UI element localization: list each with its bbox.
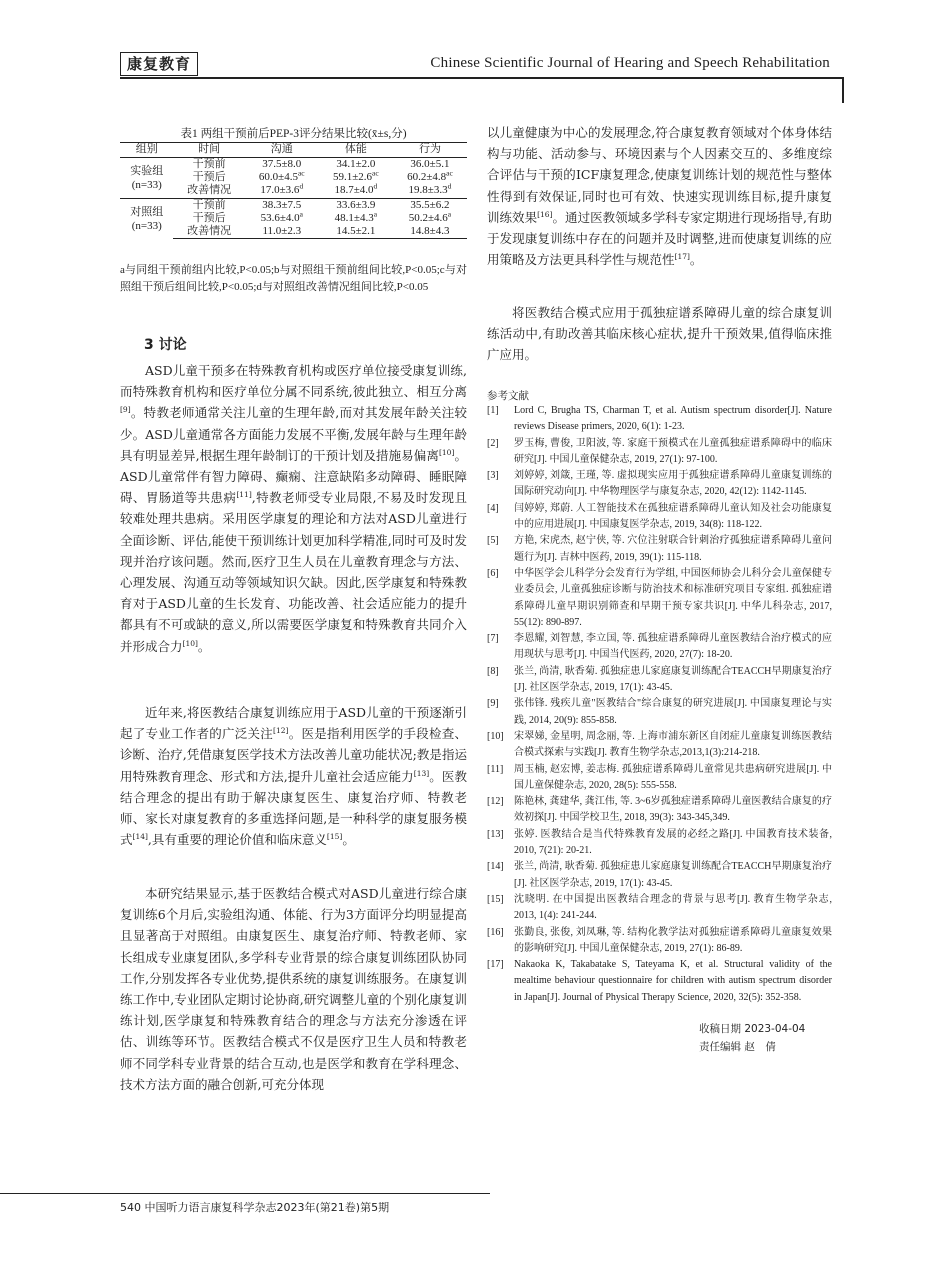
reference-text: 张兰, 尚清, 耿香菊. 孤独症患儿家庭康复训练配合TEACCH早期康复治疗[J]. 社区医学杂志, 2019, 17(1): 43-45. [514,665,832,694]
significance-mark: ac [297,168,305,178]
significance-mark: d [447,181,452,191]
score-value: 14.8±4.3 [410,225,450,238]
score-cell [245,181,319,198]
reference-item [487,957,832,1006]
reference-number: [15] [487,893,504,905]
score-cell [393,181,467,198]
reference-number: [2] [487,437,499,449]
group-n: (n=33) [131,178,162,191]
reference-text: 李恩耀, 刘智慧, 李立国, 等. 孤独症谱系障碍儿童医教结合治疗模式的应用现状与思考[J]. 中国当代医药, 2020, 27(7): 18-20. [514,633,832,661]
col-header: 行为 [393,143,467,158]
reference-number: [6] [487,567,499,579]
discussion-paragraph-4: 以儿童健康为中心的发展理念,符合康复教育领域对个体身体结构与功能、活动参与、环境因素与个人因素交互的、多维度综合评估与干预的ICF康复理念,使康复训练计划的规范性与整体性得到有效保证,同时也可有效、快速实现训练目标,提升康复训练效果[16]。通过医教领域多学科专家定期进行现场指导,有助于发现康复训练中存在的问题并及时调整,进而使康复训练的应用策略及方法更具科学性与规范性[17]。 [487,125,832,268]
references-title: 参考文献 [487,390,529,402]
reference-number: [11] [487,763,504,775]
time-cell: 干预后 [192,211,226,224]
reference-item [487,794,832,827]
responsible-editor: 责任编辑 赵 倩 [699,1041,776,1053]
conclusion-paragraph: 将医教结合模式应用于孤独症谱系障碍儿童的综合康复训练活动中,有助改善其临床核心症状,提升干预效果,值得临床推广应用。 [487,305,832,363]
table-row [120,158,467,172]
reference-number: [16] [487,926,504,938]
reference-text: 张勤良, 张俊, 刘凤琳, 等. 结构化教学法对孤独症谱系障碍儿童康复效果的影响研究[J]. 中国儿童保健杂志, 2019, 27(1): 86-89. [514,926,832,954]
score-cell [319,158,393,172]
score-value: 34.1±2.0 [336,158,376,170]
reference-text: 宋翠娣, 金星明, 周念丽, 等. 上海市浦东新区自闭症儿童康复训练医教结合模式探索与实践[J]. 教育生物学杂志,2013,1(3):214-218. [514,730,832,759]
score-value: 60.0±4.5 [258,171,298,184]
header-rule [120,77,842,79]
score-cell [319,181,393,198]
footer-rule [0,1193,490,1194]
reference-item [487,566,832,631]
col-header: 沟通 [245,143,319,158]
score-value: 33.6±3.9 [336,198,376,211]
reference-text: 闫婷婷, 郑蔚. 人工智能技术在孤独症谱系障碍儿童认知及社会功能康复中的应用进展[J]. 中国康复医学杂志, 2019, 34(8): 118-122. [514,502,832,531]
header-rule-vertical [842,77,844,103]
received-info [699,1020,805,1056]
reference-item [487,533,832,566]
reference-item [487,664,832,697]
score-value: 38.3±7.5 [262,198,302,211]
reference-number: [12] [487,796,504,808]
score-cell [393,168,467,184]
table-header-row [120,143,467,158]
table-title: 表1 两组干预前后PEP-3评分结果比较(x̄±s,分) [180,128,407,140]
reference-item [487,892,832,925]
reference-item [487,631,832,664]
references-list [487,403,832,1006]
reference-item [487,403,832,436]
reference-text: 陈艳林, 龚建华, 龚江伟, 等. 3~6岁孤独症谱系障碍儿童医教结合康复的疗效初探[J]. 中国学校卫生, 2018, 39(3): 343-345,349. [514,796,832,824]
reference-text: 沈晓明. 在中国提出医教结合理念的背景与思考[J]. 教育生物学杂志, 2013, 1(4): 241-244. [514,893,832,922]
group-cell [120,198,173,239]
discussion-paragraph-3: 本研究结果显示,基于医教结合模式对ASD儿童进行综合康复训练6个月后,实验组沟通、体能、行为3方面评分均明显提高且显著高于对照组。由康复医生、康复治疗师、特教老师、家长组成专业康复团队,多学科专业背景的综合康复训练团队协同工作,分别发挥各专业优势,提供系统的康复训练服务。在康复训练工作中,专业团队定期讨论协商,研究调整儿童的个别化康复训练计划,医学康复和特殊教育结合的理念与方法充分渗透在评估、训练等环节。医教结合模式不仅是医疗卫生人员和特教老师不同学科专业背景的结合互动,也是医学和教育在学科理念、技术方法方面的融合创新,可充分体现 [120,886,467,1092]
reference-item [487,925,832,958]
discussion-paragraph-2: 近年来,将医教结合康复训练应用于ASD儿童的干预逐渐引起了专业工作者的广泛关注[12]。医是指利用医学的手段检查、诊断、治疗,凭借康复医学技术方法改善儿童功能状况;教是指运用特殊教育理念、形式和方法,提升儿童社会适应能力[13]。医教结合理念的提出有助于解决康复医生、康复治疗师、特教老师、家长对康复教育的多重选择问题,是一种科学的康复服务模式[14],具有重要的理论价值和临床意义[15]。 [120,705,467,848]
reference-item [487,696,832,729]
table-body [120,158,467,239]
significance-mark: a [373,209,378,219]
reference-text: 周玉楠, 赵宏博, 姜志梅. 孤独症谱系障碍儿童常见共患病研究进展[J]. 中国儿童保健杂志, 2020, 28(5): 555-558. [514,763,832,791]
group-n: (n=33) [131,219,162,232]
time-cell: 干预后 [192,171,226,184]
section-title: 3 讨论 [144,337,187,353]
reference-number: [17] [487,959,504,971]
reference-text: 中华医学会儿科学分会发育行为学组, 中国医师协会儿科分会儿童保健专业委员会, 儿童孤独症诊断与防治技术和标准研究项目专家组. 孤独症谱系障碍儿童早期识别筛查和早期干预专家共识[J]. 中华儿科杂志, 2017, 55(12): 890-897. [514,567,832,628]
reference-text: 刘婷婷, 刘箴, 王瑾, 等. 虚拟现实应用于孤独症谱系障碍儿童康复训练的国际研究动向[J]. 中华物理医学与康复杂志, 2020, 42(12): 1142-1145. [514,470,832,498]
significance-mark: d [299,181,304,191]
score-value: 36.0±5.1 [410,158,450,170]
significance-mark: ac [446,168,453,178]
reference-text: Nakaoka K, Takabatake S, Tateyama K, et al. Structural validity of the mealtime behaviour questionnaire for children with autism spectrum disorder in Japan[J]. Journal of Physical Therapy Science, 2020, 32(5): 352-358. [514,959,832,1003]
score-value: 17.0±3.6 [260,184,300,197]
score-value: 53.6±4.0 [260,211,300,224]
group-cell [120,158,173,199]
score-value: 48.1±4.3 [334,211,374,224]
reference-item [487,827,832,860]
score-value: 37.5±8.0 [262,158,302,170]
score-value: 11.0±2.3 [262,225,302,238]
reference-text: 张兰, 尚清, 耿香菊. 孤独症患儿家庭康复训练配合TEACCH早期康复治疗[J]. 社区医学杂志, 2019, 17(1): 43-45. [514,861,832,889]
reference-number: [14] [487,861,504,873]
col-header: 时间 [173,143,244,158]
pep3-table [120,142,467,239]
reference-number: [8] [487,665,499,677]
score-cell [319,198,393,212]
group-name: 实验组 [130,164,164,177]
score-value: 18.7±4.0 [334,184,374,197]
col-header: 体能 [319,143,393,158]
reference-item [487,762,832,795]
significance-mark: d [373,181,378,191]
significance-mark: ac [372,168,379,178]
reference-text: 张伟锋. 残疾儿童"医教结合"综合康复的研究进展[J]. 中国康复理论与实践, 2014, 20(9): 855-858. [514,698,832,726]
reference-item [487,859,832,892]
reference-text: 方艳, 宋虎杰, 赵宁侠, 等. 穴位注射联合针刺治疗孤独症谱系障碍儿童问题行为[J]. 吉林中医药, 2019, 39(1): 115-118. [514,535,832,563]
score-cell [393,198,467,212]
score-cell [393,209,467,225]
discussion-paragraph-1: ASD儿童干预多在特殊教育机构或医疗单位接受康复训练,而特殊教育机构和医疗单位分属不同系统,彼此独立、相互分离[9]。特教老师通常关注儿童的生理年龄,而对其发展年龄关注较少。ASD儿童通常各方面能力发展不平衡,发展年龄与生理年龄具有明显差异,根据生理年龄制订的干预计划及措施易偏离[10]。ASD儿童常伴有智力障碍、癫痫、注意缺陷多动障碍、睡眠障碍、胃肠道等共患病[11],特教老师受专业局限,不易及时发现且较难处理共患病。采用医学康复的理论和方法对ASD儿童进行全面诊断、评估,能使干预训练计划更加科学精准,同时可及时发现并治疗该问题。然而,医疗卫生人员在儿童教育理念与方法、心理发展、沟通互动等领域知识欠缺。因此,医学康复和特殊教育对于ASD儿童的生长发育、功能改善、社会适应能力的提升都具有不可或缺的意义,所以需要医学康复和特殊教育共同介入并形成合力[10]。 [120,363,467,654]
reference-item [487,501,832,534]
significance-mark: a [299,209,303,219]
score-value: 60.2±4.8 [407,171,447,184]
reference-text: 张婷. 医教结合是当代特殊教育发展的必经之路[J]. 中国教育技术装备, 2010, 7(21): 20-21. [514,828,832,857]
score-value: 19.8±3.3 [408,184,448,197]
reference-item [487,729,832,762]
score-cell [393,158,467,172]
journal-english-title: Chinese Scientific Journal of Hearing and Speech Rehabilitation [430,55,830,71]
score-cell [245,198,319,212]
table-note: a与同组干预前组内比较,P<0.05;b与对照组干预前组间比较,P<0.05;c与对照组干预后组间比较,P<0.05;d与对照组改善情况组间比较,P<0.05 [120,264,467,293]
reference-text: Lord C, Brugha TS, Charman T, et al. Autism spectrum disorder[J]. Nature reviews Disease primers, 2020, 6(1): 1-23. [514,405,832,433]
reference-number: [13] [487,828,504,840]
page-footer: 540 中国听力语言康复科学杂志2023年(第21卷)第5期 [120,1201,390,1214]
score-cell [319,168,393,184]
group-name: 对照组 [130,205,164,218]
reference-number: [5] [487,535,499,547]
col-header: 组别 [120,143,173,158]
table-row [120,198,467,212]
significance-mark: a [447,209,452,219]
reference-number: [3] [487,470,499,482]
reference-item [487,436,832,469]
time-cell: 改善情况 [187,184,232,197]
reference-number: [4] [487,502,499,514]
score-cell [245,168,319,184]
journal-logo: 康复教育 [120,52,198,76]
time-cell: 改善情况 [173,225,244,239]
score-value: 14.5±2.1 [336,225,376,238]
score-value: 35.5±6.2 [410,198,450,211]
reference-item [487,468,832,501]
score-cell [319,225,393,239]
score-value: 50.2±4.6 [408,211,448,224]
reference-text: 罗玉梅, 曹俊, 卫阳波, 等. 家庭干预模式在儿童孤独症谱系障碍中的临床研究[J]. 中国儿童保健杂志, 2019, 27(1): 97-100. [514,437,832,465]
score-cell [245,158,319,172]
score-cell [393,225,467,239]
score-cell [245,225,319,239]
score-value: 59.1±2.6 [333,171,373,184]
time-cell: 干预前 [173,198,244,212]
page-header [120,52,830,78]
score-cell [319,209,393,225]
reference-number: [7] [487,633,499,645]
time-cell: 干预前 [192,158,226,170]
reference-number: [10] [487,730,504,742]
score-cell [245,209,319,225]
reference-number: [1] [487,405,499,416]
received-date: 收稿日期 2023-04-04 [699,1023,806,1035]
reference-number: [9] [487,698,499,710]
